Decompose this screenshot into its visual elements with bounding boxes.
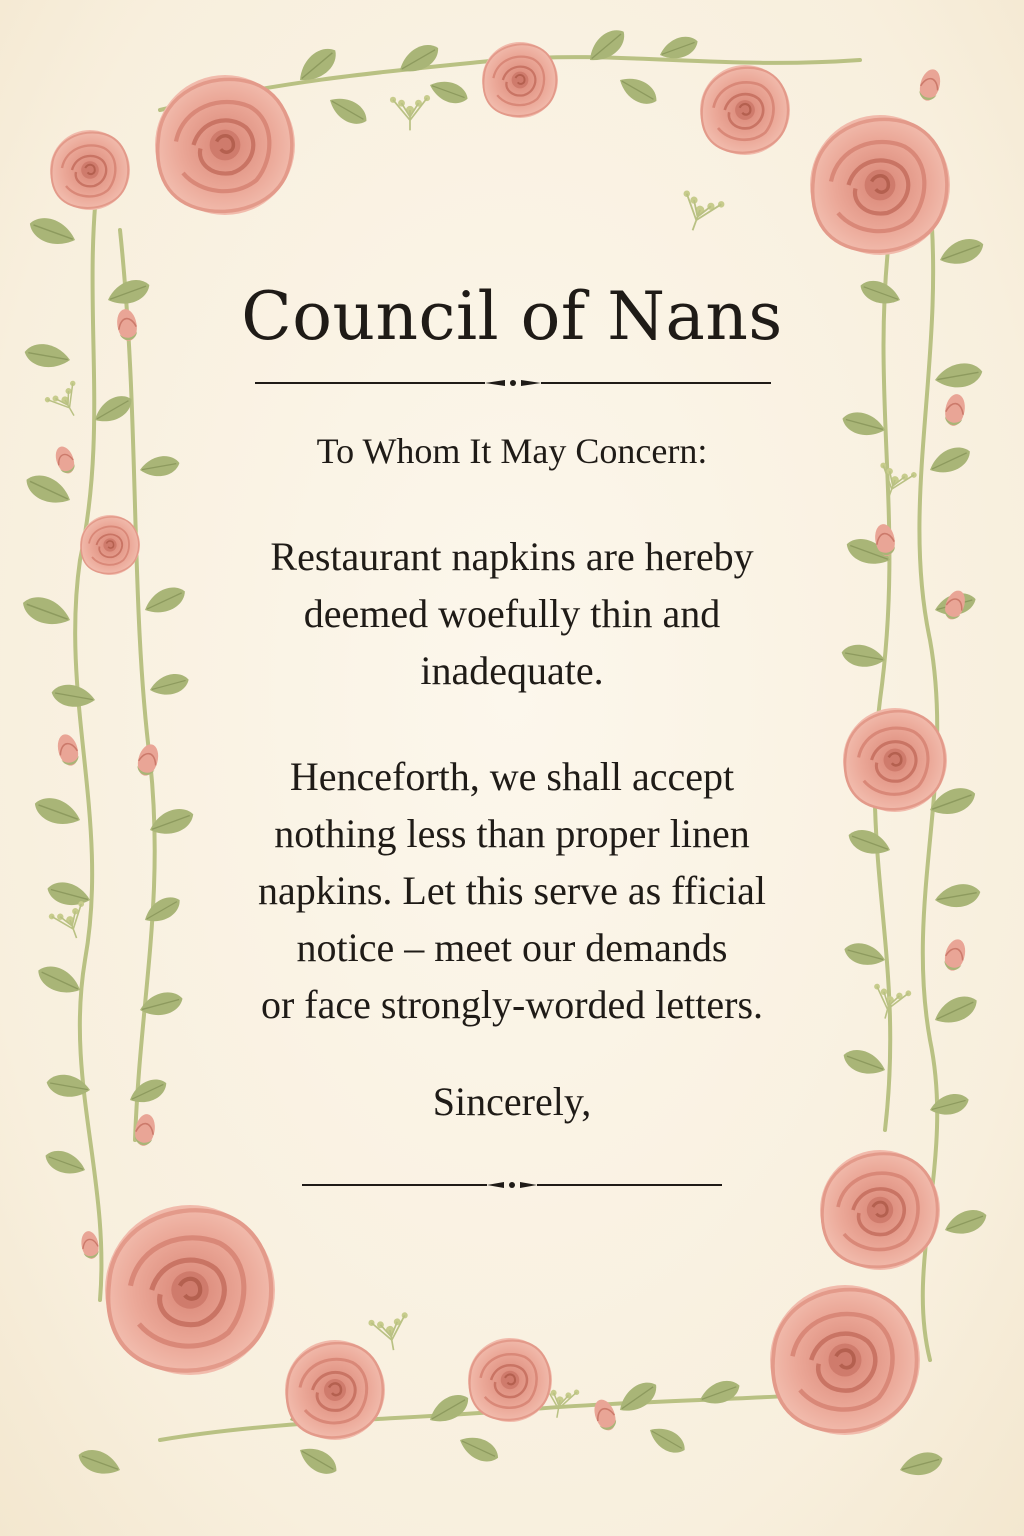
letter-title: Council of Nans: [241, 278, 783, 355]
salutation: To Whom It May Concern:: [316, 431, 708, 471]
paragraph-2: Henceforth, we shall accept nothing less than proper linen napkins. Let this serve as fficial notice – meet our demands or face strongly-worded letters.: [257, 754, 766, 1027]
title-divider: [255, 376, 771, 390]
signature-line: [302, 1178, 722, 1192]
closing: Sincerely,: [432, 1079, 592, 1124]
paragraph-1: Restaurant napkins are hereby deemed woefully thin and inadequate.: [270, 534, 754, 693]
roses: [50, 42, 950, 1440]
